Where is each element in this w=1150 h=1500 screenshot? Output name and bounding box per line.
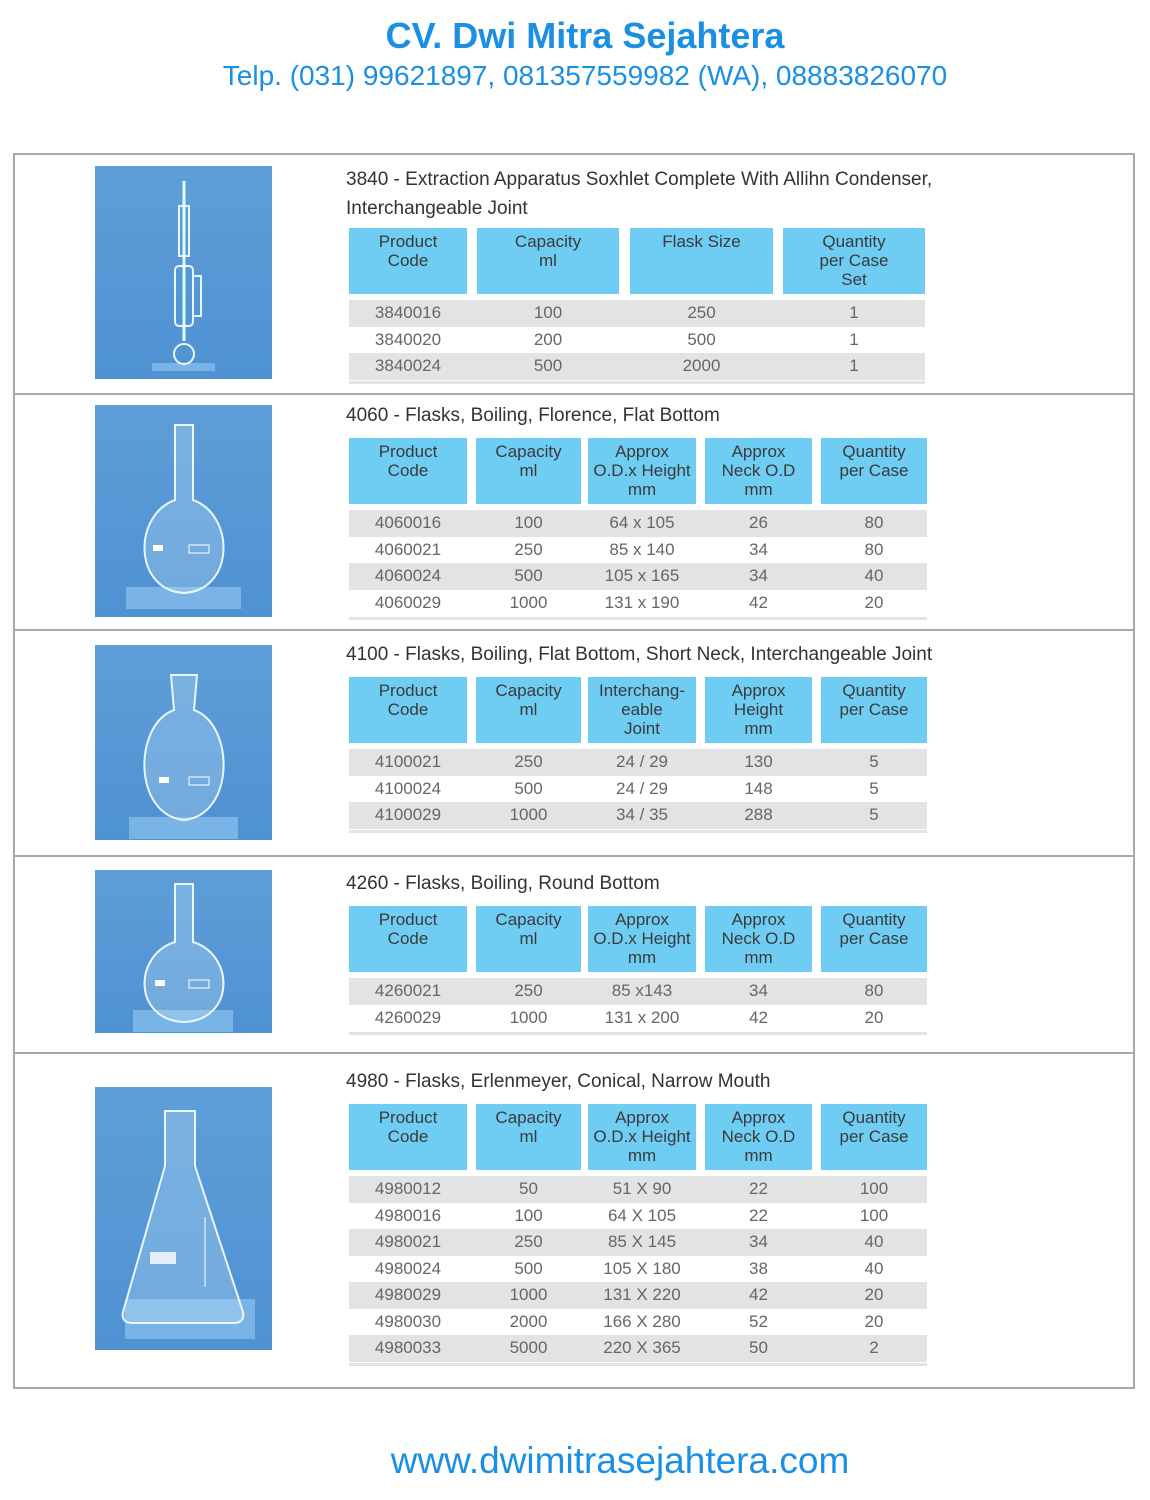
table-cell: 4980016 [374, 1205, 442, 1225]
column-header-line: per Case [819, 251, 889, 270]
table-row [349, 802, 927, 829]
product-title-line: 4100 - Flasks, Boiling, Flat Bottom, Short Neck, Interchangeable Joint [346, 644, 933, 665]
column-header [705, 1104, 812, 1170]
column-header-line: Capacity [495, 681, 562, 700]
column-header-line: Product [378, 232, 438, 251]
table-cell: 42 [749, 1285, 768, 1304]
table-cell: 85 x 140 [609, 539, 675, 559]
column-header-line: Product [378, 681, 438, 700]
product-title [346, 869, 660, 898]
column-header [349, 677, 467, 743]
column-header-line: ml [539, 251, 557, 270]
round-bottom-flask-image [95, 870, 272, 1033]
table-cell: 80 [864, 513, 884, 532]
column-header-line: Code [387, 251, 429, 270]
column-header-line: Product [378, 442, 438, 461]
column-header-line: Approx [731, 681, 786, 700]
column-header-line: Quantity [842, 442, 906, 461]
column-header-line: Product [378, 910, 438, 929]
column-header [477, 228, 619, 294]
table-row [349, 353, 925, 380]
column-header-line: mm [627, 1146, 657, 1165]
section-divider [13, 1052, 1135, 1054]
table-row [349, 537, 927, 564]
table-cell: 4060024 [374, 566, 442, 585]
table-cell: 34 [749, 1232, 768, 1251]
table-row [349, 1005, 927, 1032]
table-cell: 22 [749, 1179, 768, 1198]
table-cell: 5 [869, 805, 879, 824]
column-header-line: Approx [731, 910, 786, 929]
column-header [705, 906, 812, 972]
table-bottom-rule [349, 830, 927, 833]
column-header-line: Product [378, 1108, 438, 1127]
column-header-line: per Case [839, 929, 909, 948]
section-divider [13, 393, 1135, 395]
column-header [705, 677, 812, 743]
column-header-line: O.D.x Height [593, 929, 691, 948]
column-header-line: Neck O.D [721, 461, 796, 480]
table-cell: 1 [849, 303, 859, 322]
table-cell: 4980024 [374, 1258, 442, 1278]
column-header [349, 228, 467, 294]
table-row [349, 1309, 927, 1336]
column-header-line: eable [621, 700, 663, 719]
column-header [588, 1104, 696, 1170]
column-header-line: Quantity [842, 681, 906, 700]
table-cell: 85 x143 [611, 981, 673, 1000]
column-header [630, 228, 773, 294]
table-cell: 40 [864, 1232, 884, 1251]
column-header-line: mm [744, 719, 773, 738]
table-cell: 20 [864, 1007, 884, 1027]
table-cell: 40 [864, 1258, 884, 1278]
table-cell: 5000 [509, 1338, 548, 1357]
column-header-line: Set [841, 270, 867, 289]
table-cell: 1000 [509, 1285, 548, 1304]
table-cell: 64 x 105 [609, 513, 675, 532]
column-header [783, 228, 925, 294]
column-header-line: per Case [839, 461, 909, 480]
table-cell: 3840020 [374, 329, 442, 349]
table-cell: 5 [869, 752, 879, 771]
table-bottom-rule [349, 381, 925, 384]
table-cell: 250 [514, 981, 543, 1000]
column-header-line: Approx [615, 910, 669, 929]
product-title [346, 1067, 771, 1096]
table-cell: 500 [687, 329, 716, 349]
column-header-line: Joint [624, 719, 660, 738]
column-header-line: mm [744, 1146, 773, 1165]
table-row [349, 300, 925, 327]
table-cell: 4100021 [374, 752, 442, 771]
table-cell: 131 x 190 [604, 592, 680, 612]
column-header-line: Neck O.D [721, 929, 796, 948]
column-header [588, 438, 696, 504]
table-cell: 100 [533, 303, 563, 322]
table-cell: 85 X 145 [607, 1232, 677, 1251]
table-row [349, 1203, 927, 1230]
table-cell: 130 [744, 752, 773, 771]
table-cell: 250 [514, 752, 543, 771]
column-header-line: Quantity [842, 1108, 906, 1127]
column-header-line: Code [387, 1127, 429, 1146]
product-title-line: 3840 - Extraction Apparatus Soxhlet Complete With Allihn Condenser, [346, 169, 933, 190]
table-cell: 100 [859, 1205, 889, 1225]
table-cell: 5 [869, 778, 879, 798]
table-cell: 52 [749, 1311, 768, 1331]
section-divider [13, 855, 1135, 857]
table-cell: 2000 [509, 1311, 548, 1331]
product-title [346, 165, 932, 223]
column-header-line: per Case [839, 1127, 909, 1146]
table-cell: 100 [514, 513, 543, 532]
column-header-line: Quantity [842, 910, 906, 929]
column-header [588, 677, 696, 743]
flat-bottom-flask-image [95, 405, 272, 617]
table-cell: 250 [514, 1232, 543, 1251]
column-header-line: mm [627, 948, 657, 967]
column-header [588, 906, 696, 972]
table-cell: 131 X 220 [603, 1285, 681, 1304]
column-header-line: Approx [615, 1108, 669, 1127]
column-header [476, 1104, 581, 1170]
column-header-line: Flask Size [662, 232, 741, 251]
table-cell: 42 [749, 592, 768, 612]
product-title-line: 4980 - Flasks, Erlenmeyer, Conical, Narrow Mouth [346, 1071, 771, 1092]
section-divider [13, 629, 1135, 631]
column-header [476, 906, 581, 972]
product-title-line: Interchangeable Joint [346, 198, 528, 219]
table-cell: 40 [864, 566, 884, 585]
table-cell: 50 [749, 1338, 768, 1357]
table-cell: 4260021 [374, 981, 442, 1000]
table-bottom-rule [349, 1363, 927, 1366]
table-cell: 50 [519, 1179, 538, 1198]
table-cell: 100 [859, 1179, 889, 1198]
table-cell: 4980012 [374, 1179, 442, 1198]
table-row [349, 510, 927, 537]
column-header [821, 1104, 927, 1170]
column-header-line: Quantity [822, 232, 886, 251]
table-cell: 250 [514, 539, 543, 559]
table-cell: 80 [864, 981, 884, 1000]
table-cell: 22 [749, 1205, 768, 1225]
table-cell: 105 x 165 [604, 566, 680, 585]
column-header [705, 438, 812, 504]
column-header-line: O.D.x Height [593, 1127, 691, 1146]
column-header-line: mm [744, 480, 773, 499]
table-cell: 20 [864, 1311, 884, 1331]
table-cell: 51 X 90 [612, 1179, 672, 1198]
table-row [349, 1256, 927, 1283]
table-cell: 4980030 [374, 1311, 442, 1331]
table-cell: 34 [749, 566, 768, 585]
table-cell: 64 X 105 [607, 1205, 677, 1225]
product-title-line: 4060 - Flasks, Boiling, Florence, Flat Bottom [346, 405, 720, 426]
short-neck-flask-image [95, 645, 272, 840]
table-cell: 4980029 [374, 1285, 442, 1304]
column-header [349, 438, 467, 504]
table-cell: 3840024 [374, 356, 442, 375]
table-cell: 4060021 [374, 539, 442, 559]
product-title [346, 401, 720, 430]
column-header-line: per Case [839, 700, 909, 719]
column-header-line: ml [519, 461, 538, 480]
column-header-line: Code [387, 929, 429, 948]
table-cell: 3840016 [374, 303, 442, 322]
table-cell: 1000 [509, 805, 548, 824]
table-cell: 250 [687, 303, 716, 322]
product-title [346, 640, 932, 669]
company-phone: Telp. (031) 99621897, 081357559982 (WA), 08883826070 [222, 60, 948, 91]
table-cell: 1000 [509, 1007, 548, 1027]
column-header-line: ml [519, 929, 538, 948]
table-cell: 288 [744, 805, 773, 824]
table-row [349, 1229, 927, 1256]
table-cell: 4100024 [374, 778, 442, 798]
table-cell: 4060016 [374, 513, 442, 532]
column-header-line: Neck O.D [721, 1127, 796, 1146]
table-cell: 20 [864, 1285, 884, 1304]
table-row [349, 776, 927, 803]
table-cell: 26 [749, 513, 768, 532]
table-cell: 1 [849, 356, 859, 375]
column-header [476, 438, 581, 504]
table-row [349, 1335, 927, 1362]
column-header-line: O.D.x Height [593, 461, 691, 480]
table-cell: 500 [514, 566, 543, 585]
table-cell: 148 [744, 778, 773, 798]
table-cell: 100 [514, 1205, 543, 1225]
table-cell: 1000 [509, 592, 548, 612]
table-cell: 34 [749, 981, 768, 1000]
table-cell: 42 [749, 1007, 768, 1027]
table-cell: 80 [864, 539, 884, 559]
column-header-line: Code [387, 461, 429, 480]
table-row [349, 563, 927, 590]
column-header [349, 906, 467, 972]
table-row [349, 749, 927, 776]
table-cell: 4980033 [374, 1338, 442, 1357]
column-header-line: Interchang- [599, 681, 685, 700]
table-cell: 4100029 [374, 805, 442, 824]
product-title-line: 4260 - Flasks, Boiling, Round Bottom [346, 873, 660, 894]
website-link[interactable]: www.dwimitrasejahtera.com [390, 1440, 850, 1481]
company-name: CV. Dwi Mitra Sejahtera [385, 15, 785, 56]
table-cell: 38 [749, 1258, 768, 1278]
column-header [821, 438, 927, 504]
table-row [349, 1282, 927, 1309]
column-header-line: Approx [615, 442, 669, 461]
table-row [349, 590, 927, 617]
column-header-line: Capacity [495, 442, 562, 461]
table-cell: 24 / 29 [616, 778, 668, 798]
table-row [349, 327, 925, 354]
table-cell: 4260029 [374, 1007, 442, 1027]
table-cell: 4060029 [374, 592, 442, 612]
column-header-line: mm [744, 948, 773, 967]
table-cell: 200 [533, 329, 563, 349]
column-header-line: Capacity [495, 910, 562, 929]
erlenmeyer-flask-image [95, 1087, 272, 1350]
column-header [349, 1104, 467, 1170]
column-header-line: Capacity [514, 232, 582, 251]
table-cell: 20 [864, 592, 884, 612]
table-cell: 105 X 180 [603, 1258, 681, 1278]
table-cell: 131 x 200 [604, 1007, 680, 1027]
table-cell: 220 X 365 [603, 1338, 681, 1357]
column-header-line: Approx [731, 1108, 786, 1127]
column-header [476, 677, 581, 743]
column-header-line: ml [519, 1127, 538, 1146]
table-bottom-rule [349, 617, 927, 620]
table-cell: 500 [514, 778, 543, 798]
table-bottom-rule [349, 1032, 927, 1035]
table-cell: 166 X 280 [603, 1311, 681, 1331]
column-header [821, 677, 927, 743]
table-cell: 2 [869, 1338, 879, 1357]
column-header-line: ml [519, 700, 538, 719]
column-header-line: Code [387, 700, 429, 719]
table-cell: 34 / 35 [616, 805, 668, 824]
table-cell: 500 [533, 356, 563, 375]
table-cell: 24 / 29 [616, 752, 668, 771]
table-cell: 34 [749, 539, 768, 559]
table-cell: 4980021 [374, 1232, 442, 1251]
column-header-line: mm [627, 480, 657, 499]
column-header [821, 906, 927, 972]
table-cell: 500 [514, 1258, 543, 1278]
table-row [349, 978, 927, 1005]
column-header-line: Approx [731, 442, 786, 461]
column-header-line: Height [733, 700, 784, 719]
column-header-line: Capacity [495, 1108, 562, 1127]
table-row [349, 1176, 927, 1203]
table-cell: 1 [849, 329, 859, 349]
soxhlet-apparatus-image [95, 166, 272, 379]
table-cell: 2000 [682, 356, 721, 375]
